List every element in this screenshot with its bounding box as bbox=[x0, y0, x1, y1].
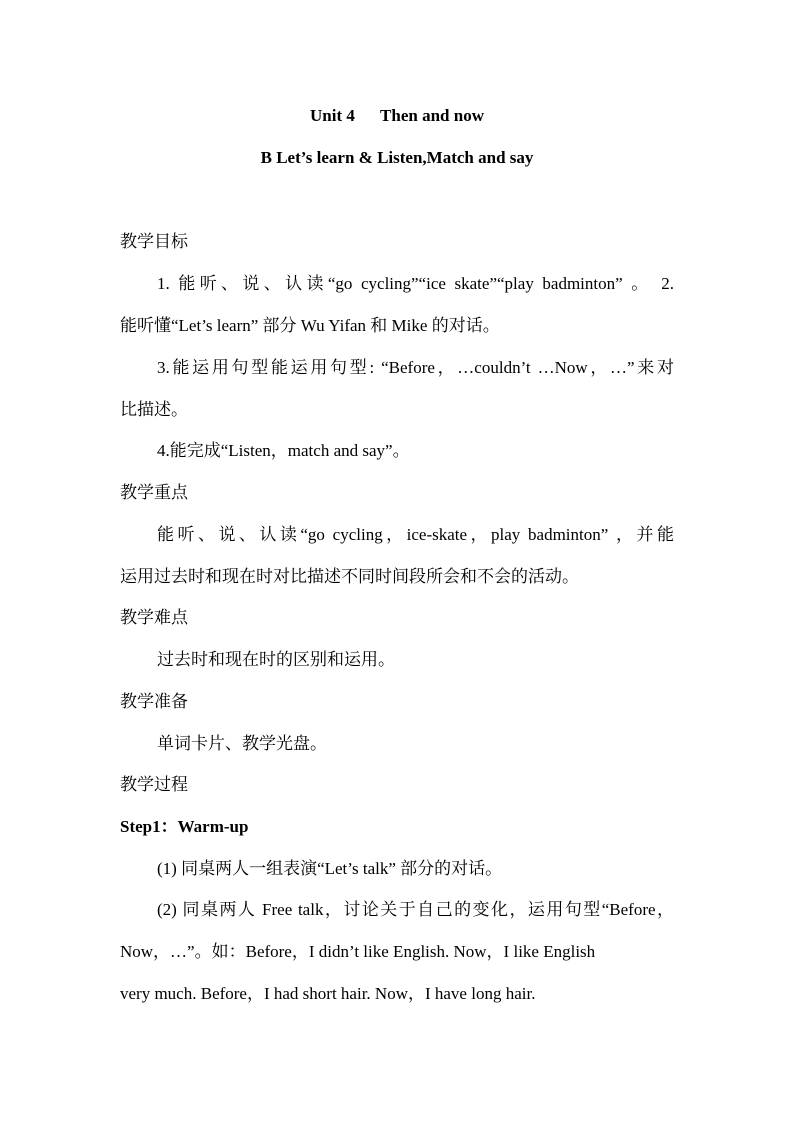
objective-line-4: 比描述。 bbox=[120, 400, 188, 419]
lesson-subtitle: B Let’s learn & Listen,Match and say bbox=[260, 148, 534, 167]
unit-title: Unit 4 Then and now bbox=[310, 106, 484, 125]
key-point-line-1: 能听、说、认读“go cycling，ice-skate，play badminton” ，并能 bbox=[157, 525, 674, 544]
objective-line-2: 能听懂“Let’s learn” 部分 Wu Yifan 和 Mike 的对话。 bbox=[120, 316, 500, 335]
objective-line-1: 1. 能听、说、认读“go cycling”“ice skate”“play badminton” 。 2. bbox=[157, 274, 674, 293]
objective-line-3: 3.能运用句型能运用句型: “Before，…couldn’t …Now，…”来对 bbox=[157, 358, 674, 377]
process-heading: 教学过程 bbox=[120, 775, 188, 794]
process-line-3: Now，…”。如：Before，I didn’t like English. Now，I like English bbox=[120, 942, 596, 961]
step1-heading: Step1：Warm-up bbox=[120, 817, 249, 836]
process-line-2: (2) 同桌两人 Free talk，讨论关于自己的变化，运用句型“Before， bbox=[157, 900, 674, 919]
process-line-4: very much. Before，I had short hair. Now，I have long hair. bbox=[120, 984, 536, 1003]
difficulty-line-1: 过去时和现在时的区别和运用。 bbox=[157, 650, 395, 669]
objectives-heading: 教学目标 bbox=[120, 232, 188, 251]
difficulties-heading: 教学难点 bbox=[120, 608, 188, 627]
preparation-line-1: 单词卡片、教学光盘。 bbox=[157, 734, 327, 753]
key-points-heading: 教学重点 bbox=[120, 483, 188, 502]
key-point-line-2: 运用过去时和现在时对比描述不同时间段所会和不会的活动。 bbox=[120, 567, 579, 586]
objective-line-5: 4.能完成“Listen，match and say”。 bbox=[157, 441, 410, 460]
preparation-heading: 教学准备 bbox=[120, 692, 188, 711]
process-line-1: (1) 同桌两人一组表演“Let’s talk” 部分的对话。 bbox=[157, 859, 503, 878]
